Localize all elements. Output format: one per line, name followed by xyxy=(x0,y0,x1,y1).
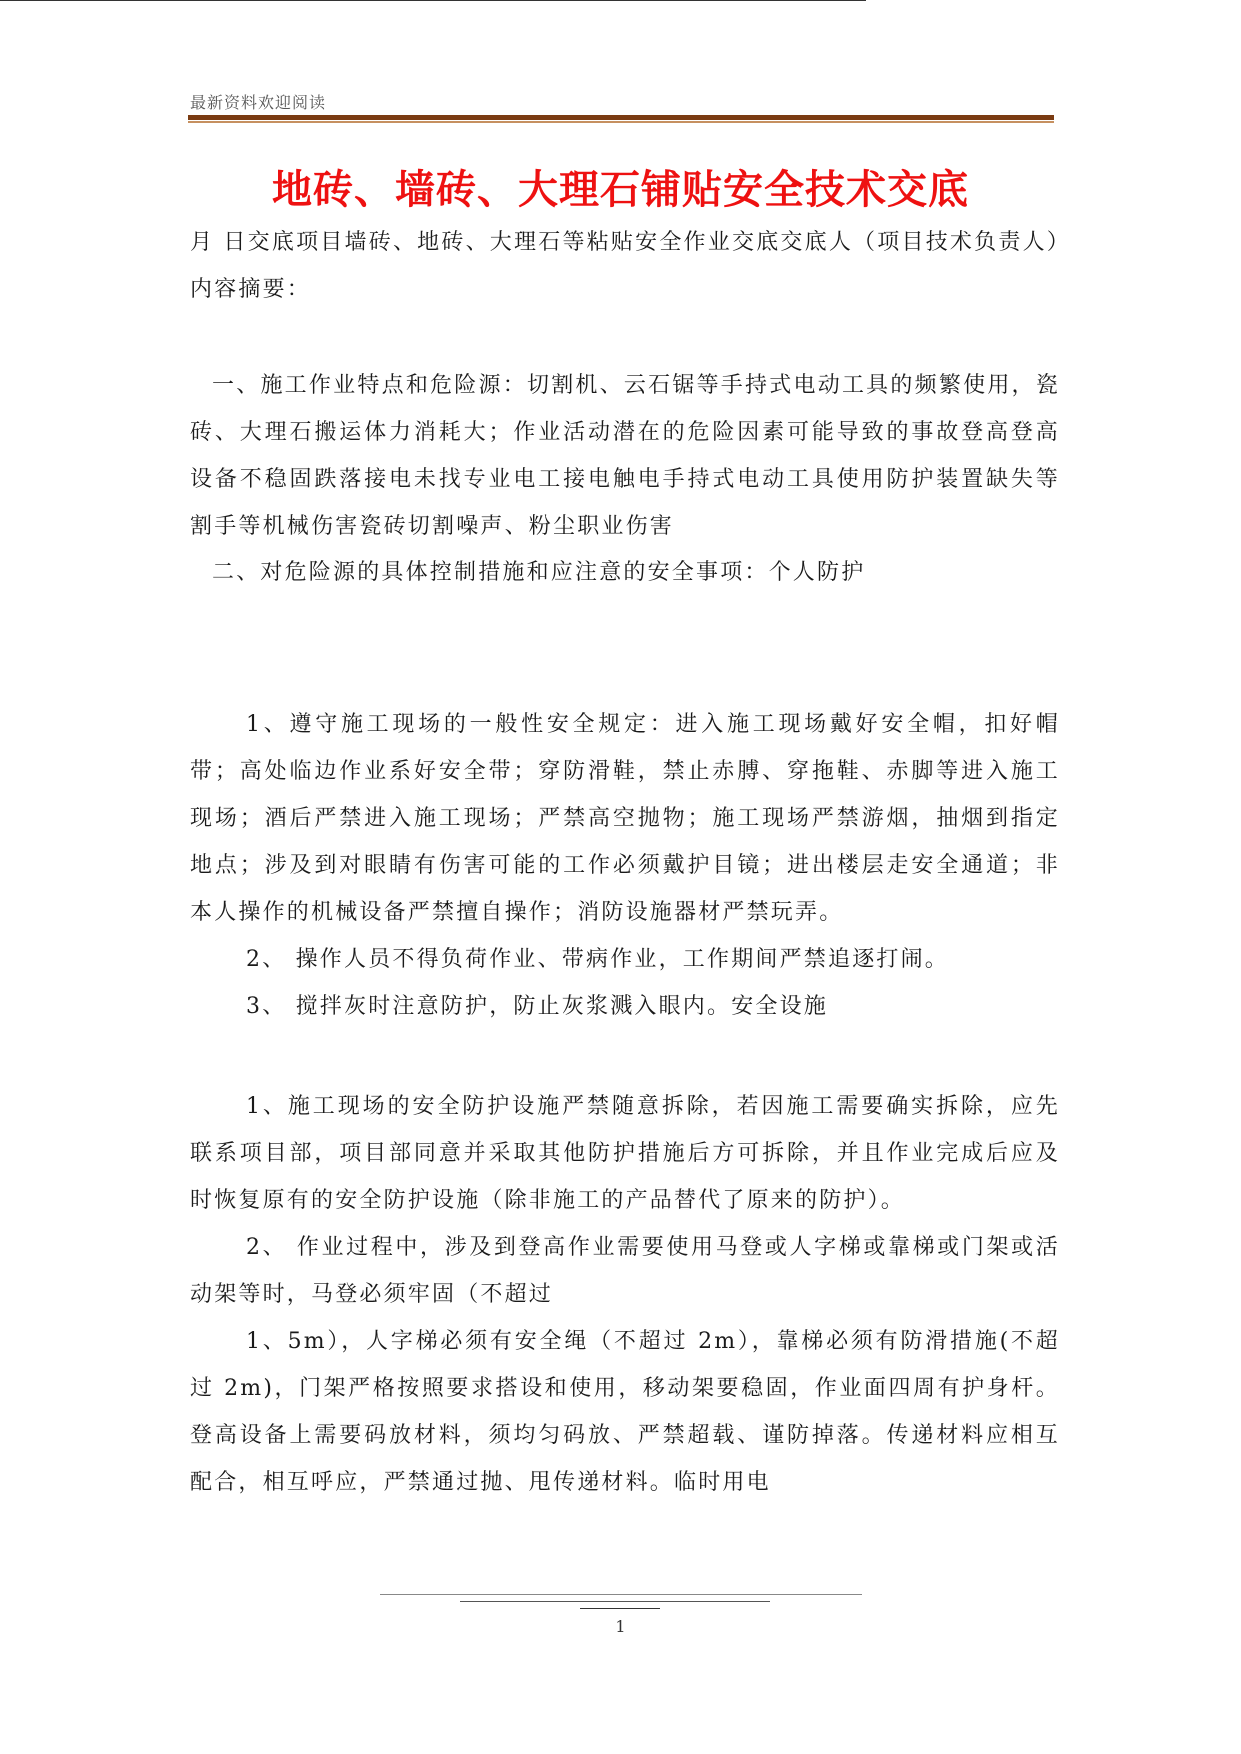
intro-paragraph: 月 日交底项目墙砖、地砖、大理石等粘贴安全作业交底交底人（项目技术负责人）内容摘要： xyxy=(190,230,1060,302)
header-text: 最新资料欢迎阅读 xyxy=(190,93,327,112)
safety-facility-2: 2、 作业过程中，涉及到登高作业需要使用马登或人字梯或靠梯或门架或活动架等时，马登必须牢固（不超过 xyxy=(190,1235,1060,1307)
footer-line-short xyxy=(580,1608,660,1609)
personal-protection-1: 1、遵守施工现场的一般性安全规定：进入施工现场戴好安全帽，扣好帽带；高处临边作业系好安全带；穿防滑鞋，禁止赤膊、穿拖鞋、赤脚等进入施工现场；酒后严禁进入施工现场；严禁高空抛物；施工现场严禁游烟，抽烟到指定地点；涉及到对眼睛有伤害可能的工作必须戴护目镜；进出楼层走安全通道；非本人操作的机械设备严禁擅自操作；消防设施器材严禁玩弄。 xyxy=(190,712,1060,925)
personal-protection-2: 2、 操作人员不得负荷作业、带病作业，工作期间严禁追逐打闹。 xyxy=(246,947,949,972)
header-rule-light xyxy=(188,121,1054,123)
header-rule-dark xyxy=(188,115,1054,120)
hazard-paragraph: 一、施工作业特点和危险源：切割机、云石锯等手持式电动工具的频繁使用，瓷砖、大理石搬运体力消耗大；作业活动潜在的危险因素可能导致的事故登高登高设备不稳固跌落接电未找专业电工接电触电手持式电动工具使用防护装置缺失等割手等机械伤害瓷砖切割噪声、粉尘职业伤害 xyxy=(190,373,1060,539)
control-heading-paragraph: 二、对危险源的具体控制措施和应注意的安全事项：个人防护 xyxy=(212,560,866,585)
footer-line-inner xyxy=(460,1601,770,1602)
personal-protection-3: 3、 搅拌灰时注意防护，防止灰浆溅入眼内。安全设施 xyxy=(246,994,828,1019)
page-number: 1 xyxy=(615,1617,626,1636)
safety-facility-2-continued: 1、5m），人字梯必须有安全绳（不超过 2m），靠梯必须有防滑措施(不超过 2m)，门架严格按照要求搭设和使用，移动架要稳固，作业面四周有护身杆。登高设备上需要码放材料，须均匀码放、严禁超载、谨防掉落。传递材料应相互配合，相互呼应，严禁通过抛、甩传递材料。临时用电 xyxy=(190,1329,1060,1495)
header-rule-thin xyxy=(0,0,866,1)
safety-facility-1: 1、施工现场的安全防护设施严禁随意拆除，若因施工需要确实拆除，应先联系项目部，项目部同意并采取其他防护措施后方可拆除，并且作业完成后应及时恢复原有的安全防护设施（除非施工的产品替代了原来的防护）。 xyxy=(190,1094,1060,1213)
footer-line-outer xyxy=(380,1594,862,1595)
page-title: 地砖、墙砖、大理石铺贴安全技术交底 xyxy=(272,167,969,213)
